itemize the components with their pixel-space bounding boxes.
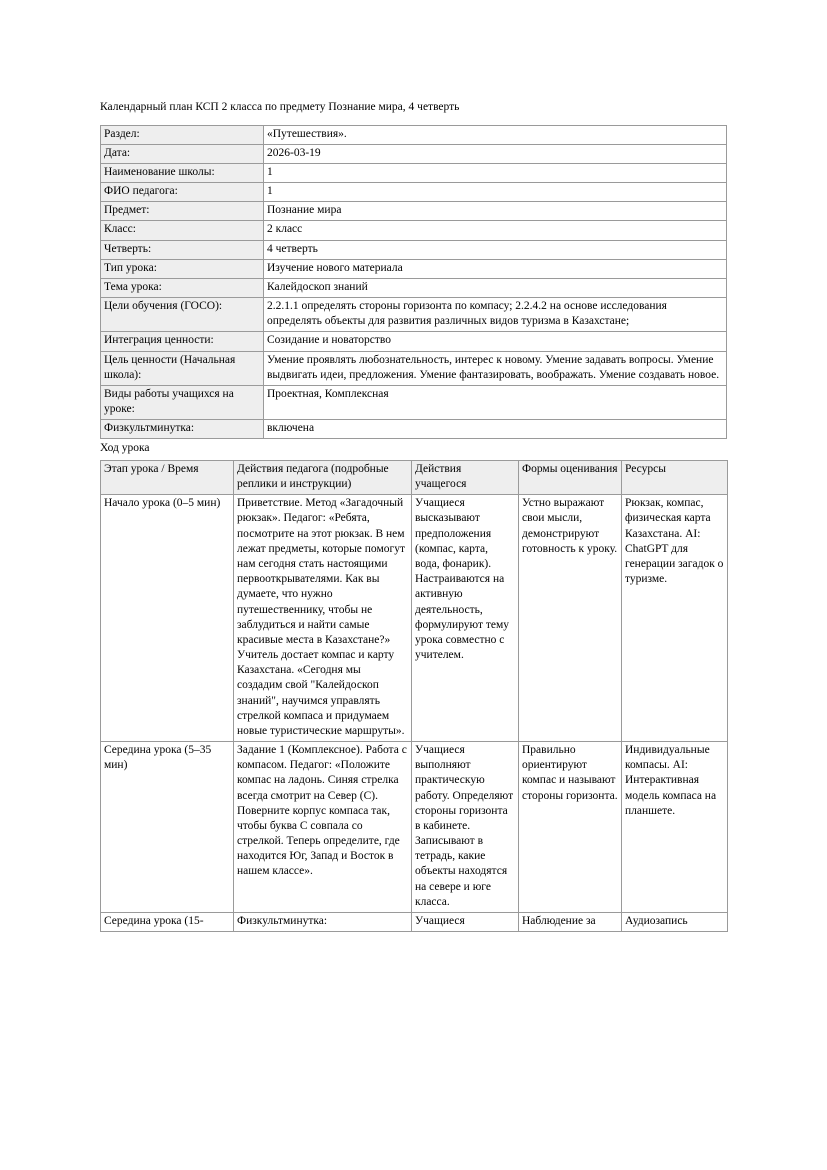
meta-label: Наименование школы: — [101, 163, 264, 182]
cell-teacher-actions: Задание 1 (Комплексное). Работа с компасом. Педагог: «Положите компас на ладонь. Синяя стрелка всегда смотрит на Север (С). Поверните корпус компаса так, чтобы буква С совпала со стрелкой. Теперь определите, где находится Юг, Запад и Восток в нашем классе». — [234, 742, 412, 913]
cell-stage: Середина урока (5–35 мин) — [101, 742, 234, 913]
cell-teacher-actions: Приветствие. Метод «Загадочный рюкзак». Педагог: «Ребята, посмотрите на этот рюкзак. В нем лежат предметы, которые помогут нам сегодня стать настоящими первооткрывателями. Как вы думаете, что нужно путешественнику, чтобы не заблудиться и найти самые красивые места в Казахстане?» Учитель достает компас и карту Казахстана. «Сегодня мы создадим свой "Калейдоскоп знаний", научимся управлять стрелкой компаса и придумаем новые туристические маршруты». — [234, 495, 412, 742]
cell-resources: Индивидуальные компасы. AI: Интерактивная модель компаса на планшете. — [622, 742, 728, 913]
table-row — [101, 259, 727, 278]
section-heading: Ход урока — [100, 442, 150, 455]
table-row — [101, 240, 727, 259]
cell-resources: Рюкзак, компас, физическая карта Казахстана. AI: ChatGPT для генерации загадок о туризме. — [622, 495, 728, 742]
meta-label: Физкультминутка: — [101, 420, 264, 439]
cell-assessment: Правильно ориентируют компас и называют стороны горизонта. — [519, 742, 622, 913]
meta-label: Интеграция ценности: — [101, 332, 264, 351]
table-row — [101, 332, 727, 351]
meta-label: Тема урока: — [101, 278, 264, 297]
table-row — [101, 144, 727, 163]
lesson-flow-body — [101, 495, 728, 932]
meta-value: «Путешествия». — [264, 125, 727, 144]
cell-teacher-actions: Физкультминутка: — [234, 912, 412, 931]
column-header-assessment: Формы оценивания — [519, 460, 622, 494]
meta-value: Калейдоскоп знаний — [264, 278, 727, 297]
table-row — [101, 420, 727, 439]
table-row — [101, 351, 727, 385]
lesson-flow-header — [101, 460, 728, 494]
meta-label: Четверть: — [101, 240, 264, 259]
cell-student-actions: Учащиеся — [412, 912, 519, 931]
meta-value: Умение проявлять любознательность, интерес к новому. Умение задавать вопросы. Умение выдвигать идеи, предложения. Умение фантазировать, воображать. Умение создавать новое. — [264, 351, 727, 385]
meta-label: Предмет: — [101, 202, 264, 221]
meta-label: Виды работы учащихся на уроке: — [101, 385, 264, 419]
table-row — [101, 183, 727, 202]
meta-label: Тип урока: — [101, 259, 264, 278]
meta-value: включена — [264, 420, 727, 439]
cell-resources: Аудиозапись — [622, 912, 728, 931]
meta-value: Проектная, Комплексная — [264, 385, 727, 419]
cell-assessment: Устно выражают свои мысли, демонстрируют готовность к уроку. — [519, 495, 622, 742]
meta-value: 2026-03-19 — [264, 144, 727, 163]
cell-stage: Начало урока (0–5 мин) — [101, 495, 234, 742]
column-header-stage: Этап урока / Время — [101, 460, 234, 494]
meta-label: Раздел: — [101, 125, 264, 144]
meta-value: Познание мира — [264, 202, 727, 221]
column-header-student-actions: Действия учащегося — [412, 460, 519, 494]
metadata-body — [101, 125, 727, 439]
table-row — [101, 385, 727, 419]
meta-value: 1 — [264, 183, 727, 202]
table-row — [101, 278, 727, 297]
column-header-resources: Ресурсы — [622, 460, 728, 494]
page-title: Календарный план КСП 2 класса по предмету Познание мира, 4 четверть — [100, 101, 460, 113]
meta-value: Созидание и новаторство — [264, 332, 727, 351]
cell-student-actions: Учащиеся высказывают предположения (компас, карта, вода, фонарик). Настраиваются на активную деятельность, формулируют тему урока совместно с учителем. — [412, 495, 519, 742]
column-header-teacher-actions: Действия педагога (подробные реплики и инструкции) — [234, 460, 412, 494]
table-row — [101, 221, 727, 240]
table-row — [101, 202, 727, 221]
meta-label: Класс: — [101, 221, 264, 240]
meta-value: Изучение нового материала — [264, 259, 727, 278]
lesson-metadata-table — [100, 125, 727, 440]
meta-label: Цель ценности (Начальная школа): — [101, 351, 264, 385]
meta-label: ФИО педагога: — [101, 183, 264, 202]
meta-value: 2 класс — [264, 221, 727, 240]
lesson-flow-table — [100, 460, 728, 932]
meta-value: 2.2.1.1 определять стороны горизонта по компасу; 2.2.4.2 на основе исследования определять объекты для развития различных видов туризма в Казахстане; — [264, 298, 727, 332]
table-row — [101, 742, 728, 913]
meta-value: 1 — [264, 163, 727, 182]
meta-label: Цели обучения (ГОСО): — [101, 298, 264, 332]
cell-assessment: Наблюдение за — [519, 912, 622, 931]
cell-student-actions: Учащиеся выполняют практическую работу. Определяют стороны горизонта в кабинете. Записывают в тетрадь, какие объекты находятся на севере и юге класса. — [412, 742, 519, 913]
table-row — [101, 460, 728, 494]
table-row — [101, 912, 728, 931]
meta-label: Дата: — [101, 144, 264, 163]
meta-value: 4 четверть — [264, 240, 727, 259]
cell-stage: Середина урока (15- — [101, 912, 234, 931]
table-row — [101, 163, 727, 182]
table-row — [101, 125, 727, 144]
table-row — [101, 495, 728, 742]
table-row — [101, 298, 727, 332]
